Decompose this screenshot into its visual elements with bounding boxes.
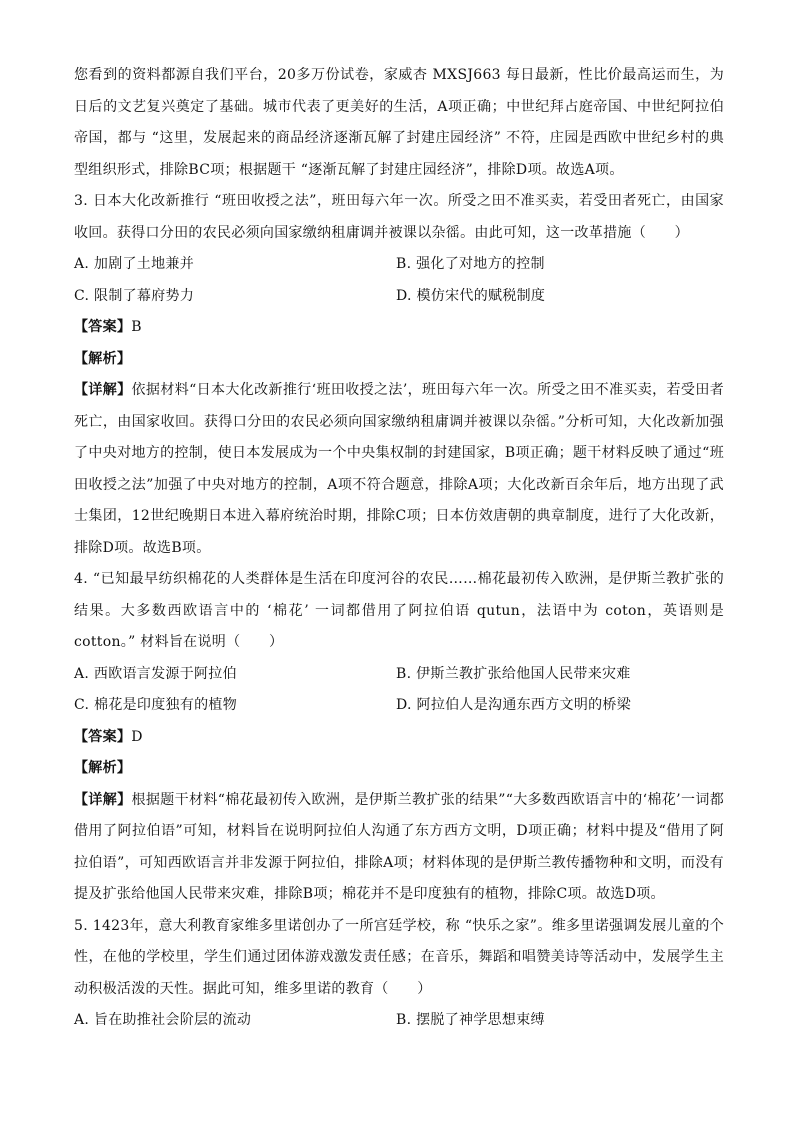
q4-analysis-tag: 【解析】 — [74, 760, 132, 776]
q4-detail — [74, 785, 724, 911]
question-3-options — [74, 249, 724, 312]
q3-detail-text: 依据材料“日本大化改新推行‘班田收授之法’，班田每六年一次。所受之田不准买卖，若受田者死亡，由国家收回。获得口分田的农民必须向国家缴纳租庸调并被课以杂徭。”分析可知，大化改新加强了中央对地方的控制，使日本发展成为一个中央集权制的封建国家，B项正确；题干材料反映了通过“班田收授之法”加强了中央对地方的控制，A项不符合题意，排除A项；大化改新百余年后，地方出现了武士集团，12世纪晚期日本进入幕府统治时期，排除C项；日本仿效唐朝的典章制度，进行了大化改新，排除D项。故选B项。 — [74, 382, 724, 556]
q3-option-b: B. 强化了对地方的控制 — [396, 256, 545, 272]
q4-answer — [74, 722, 724, 754]
q3-detail-tag: 【详解】 — [74, 382, 132, 398]
q3-analysis — [74, 344, 724, 376]
question-4-options — [74, 659, 724, 722]
q4-answer-tag: 【答案】 — [74, 728, 132, 745]
q3-detail — [74, 375, 724, 564]
q4-detail-text: 根据题干材料“棉花最初传入欧洲，是伊斯兰教扩张的结果”“大多数西欧语言中的‘棉花’一词都借用了阿拉伯语”可知，材料旨在说明阿拉伯人沟通了东方西方文明，D项正确；材料中提及“借用了阿拉伯语”，可知西欧语言并非发源于阿拉伯，排除A项；材料体现的是伊斯兰教传播物种和文明，而没有提及扩张给他国人民带来灾难，排除B项；棉花并不是印度独有的植物，排除C项。故选D项。 — [74, 791, 724, 902]
q4-detail-tag: 【详解】 — [74, 791, 132, 808]
intro-paragraph: 您看到的资料都源自我们平台，20多万份试卷，家威杏 MXSJ663 每日最新，性比价最高运而生，为日后的文艺复兴奠定了基础。城市代表了更美好的生活，A项正确；中世纪拜占庭帝国、中世纪阿拉伯帝国，都与 “这里，发展起来的商品经济逐渐瓦解了封建庄园经济” 不符，庄园是西欧中世纪乡村的典型组织形式，排除BC项；根据题干 “逐渐瓦解了封建庄园经济”，排除D项。故选A项。 — [74, 67, 724, 178]
q4-option-c: C. 棉花是印度独有的植物 — [74, 697, 238, 713]
q4-option-d: D. 阿拉伯人是沟通东西方文明的桥梁 — [396, 697, 632, 713]
q3-option-c: C. 限制了幕府势力 — [74, 287, 195, 304]
q5-option-b: B. 摆脱了神学思想束缚 — [396, 1012, 545, 1028]
question-5-options — [74, 1005, 724, 1037]
q4-option-b: B. 伊斯兰教扩张给他国人民带来灾难 — [396, 665, 631, 682]
q4-answer-value: D — [131, 728, 143, 745]
q4-analysis — [74, 753, 724, 785]
q3-answer-tag: 【答案】 — [74, 319, 132, 335]
question-5-stem: 5. 1423年，意大利教育家维多里诺创办了一所宫廷学校，称 “快乐之家”。维多里诺强调发展儿童的个性，在他的学校里，学生们通过团体游戏激发责任感；在音乐，舞蹈和唱赞美诗等活动中，发展学生主动积极活泼的天性。据此可知，维多里诺的教育（ ） — [74, 917, 724, 997]
q3-answer-value: B — [131, 319, 142, 335]
q3-option-d: D. 模仿宋代的赋税制度 — [396, 287, 546, 304]
q4-option-a: A. 西欧语言发源于阿拉伯 — [74, 665, 237, 682]
q3-analysis-tag: 【解析】 — [74, 350, 132, 367]
question-4-stem: 4. “已知最早纺织棉花的人类群体是生活在印度河谷的农民……棉花最初传入欧洲，是伊斯兰教扩张的结果。大多数西欧语言中的 ‘棉花’ 一词都借用了阿拉伯语 qutun，法语中为 coton，英语则是 cotton。” 材料旨在说明（ ） — [74, 571, 724, 650]
q3-answer — [74, 312, 724, 344]
question-3-stem: 3. 日本大化改新推行 “班田收授之法”，班田每六年一次。所受之田不准买卖，若受田者死亡，由国家收回。获得口分田的农民必须向国家缴纳租庸调并被课以杂徭。由此可知，这一改革措施（ ） — [74, 193, 724, 241]
q5-option-a: A. 旨在助推社会阶层的流动 — [74, 1012, 252, 1028]
q3-option-a: A. 加剧了土地兼并 — [74, 256, 195, 272]
